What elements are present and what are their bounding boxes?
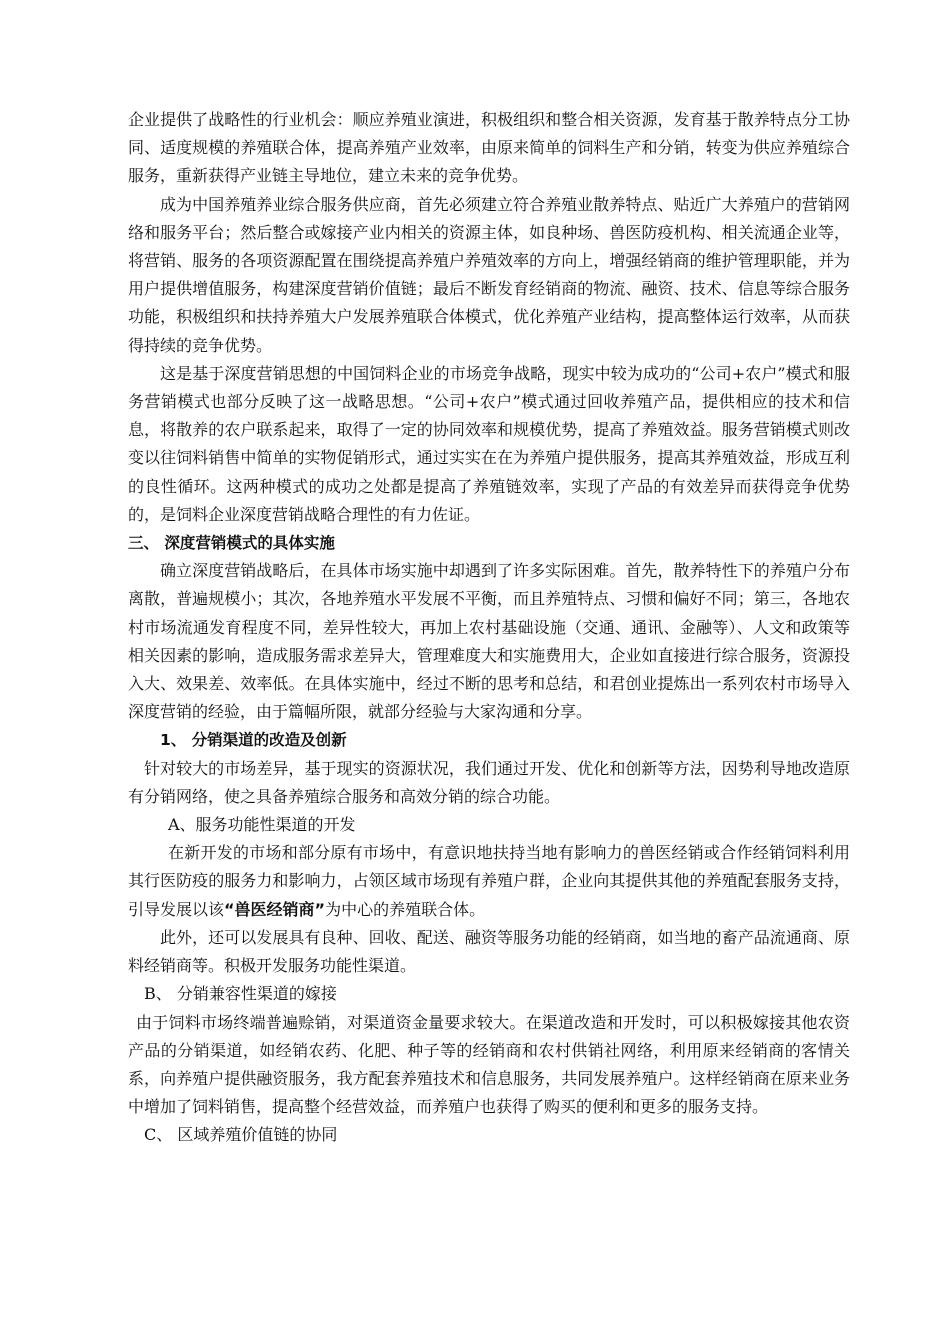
paragraph-channel-reform: 针对较大的市场差异，基于现实的资源状况，我们通过开发、优化和创新等方法，因势利导地改造原有分销网络，使之具备养殖综合服务和高效分销的综合功能。 [128,758,850,806]
paragraph-vet-dealer-text: 在新开发的市场和部分原有市场中，有意识地扶持当地有影响力的兽医经销或合作经销饲料利用其行医防疫的服务力和影响力，占领区域市场现有养殖户群，企业向其提供其他的养殖配套服务支持，引导发展以该 [128,843,850,919]
paragraph-implementation: 确立深度营销战略后，在具体市场实施中却遇到了许多实际困难。首先，散养特性下的养殖户分布离散，普遍规模小；其次，各地养殖水平发展不平衡，而且养殖特点、习惯和偏好不同；第三，各地农村市场流通发育程度不同，差异性较大，再加上农村基础设施（交通、通讯、金融等）、人文和政策等相关因素的影响，造成服务需求差异大，管理难度大和实施费用大，企业如直接进行综合服务，资源投入大、效果差、效率低。在具体实施中，经过不断的思考和总结，和君创业提炼出一系列农村市场导入深度营销的经验，由于篇幅所限，就部分经验与大家沟通和分享。 [128,561,850,722]
document-body [128,106,850,1150]
subheading-c: C、 区域养殖价值链的协同 [144,1125,338,1145]
paragraph-intro: 企业提供了战略性的行业机会：顺应养殖业演进，积极组织和整合相关资源，发育基于散养特点分工协同、适度规模的养殖联合体，提高养殖产业效率，由原来简单的饲料生产和分销，转变为供应养殖综合服务，重新获得产业链主导地位，建立未来的竞争优势。 [128,110,850,186]
paragraph-other-dealers: 此外，还可以发展具有良种、回收、配送、融资等服务功能的经销商，如当地的畜产品流通商、原料经销商等。积极开发服务功能性渠道。 [128,927,850,976]
paragraph-service-provider: 成为中国养殖养业综合服务供应商，首先必须建立符合养殖业散养特点、贴近广大养殖户的营销网络和服务平台；然后整合或嫁接产业内相关的资源主体，如良种场、兽医防疫机构、相关流通企业等，将营销、服务的各项资源配置在围绕提高养殖户养殖效率的方向上，增强经销商的维护管理职能，并为用户提供增值服务，构建深度营销价值链；最后不断发育经销商的物流、融资、技术、信息等综合服务功能，积极组织和扶持养殖大户发展养殖联合体模式，优化养殖产业结构，提高整体运行效率，从而获得持续的竞争优势。 [128,194,850,355]
section-heading-3: 三、 深度营销模式的具体实施 [128,534,335,553]
paragraph-vet-dealer [128,839,850,924]
subheading-b: B、 分销兼容性渠道的嫁接 [144,984,337,1004]
subheading-a: A、服务功能性渠道的开发 [168,815,356,835]
paragraph-vet-dealer-end: 为中心的养殖联合体。 [325,899,486,919]
subheading-channel-reform: 1、 分销渠道的改造及创新 [160,731,347,750]
vet-dealer-emphasis: “兽医经销商” [224,899,326,919]
paragraph-strategy: 这是基于深度营销思想的中国饲料企业的市场竞争战略，现实中较为成功的“公司+农户”模式和服务营销模式也部分反映了这一战略思想。“公司+农户”模式通过回收养殖产品，提供相应的技术和信息，将散养的农户联系起来，取得了一定的协同效率和规模优势，提高了养殖效益。服务营销模式则改变以往饲料销售中简单的实物促销形式，通过实实在在为养殖户提供服务，提高其养殖效益，形成互利的良性循环。这两种模式的成功之处都是提高了养殖链效率，实现了产品的有效差异而获得竞争优势的，是饲料企业深度营销战略合理性的有力佐证。 [128,363,850,524]
paragraph-compatible-channel: 由于饲料市场终端普遍赊销，对渠道资金量要求较大。在渠道改造和开发时，可以积极嫁接其他农资产品的分销渠道，如经销农药、化肥、种子等的经销商和农村供销社网络，利用原来经销商的客情关系，向养殖户提供融资服务，我方配套养殖技术和信息服务，共同发展养殖户。这样经销商在原来业务中增加了饲料销售，提高整个经营效益，而养殖户也获得了购买的便利和更多的服务支持。 [128,1012,850,1117]
